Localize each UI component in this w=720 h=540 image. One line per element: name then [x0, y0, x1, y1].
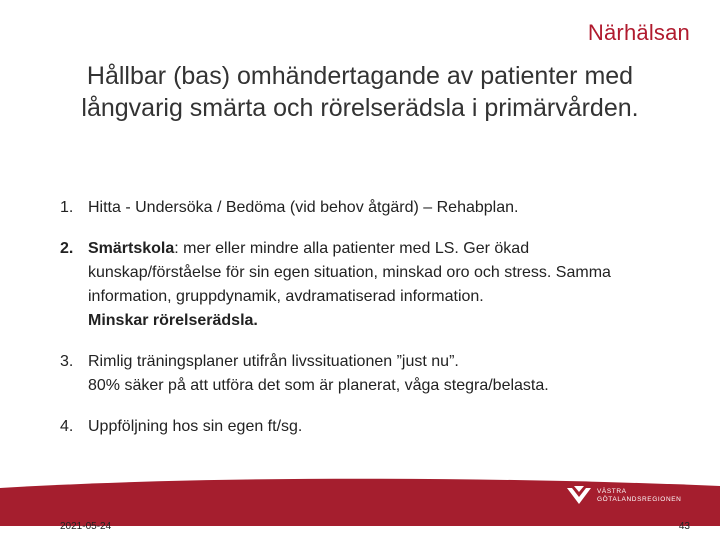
list-item-line-2: 80% säker på att utföra det som är planerat, våga stegra/belasta.: [88, 377, 549, 394]
list-item-line-1: Rimlig träningsplaner utifrån livssituationen ”just nu”.: [88, 353, 459, 370]
vgr-logo-line-1: VÄSTRA: [597, 488, 627, 495]
vgr-emblem-icon: [565, 485, 593, 507]
slide-title: [0, 60, 720, 124]
list-item-number: 2.: [60, 240, 74, 257]
list-item: [60, 237, 660, 333]
list-item-body: [88, 350, 660, 398]
vgr-logo: [565, 485, 681, 507]
list-item-text: Hitta - Undersöka / Bedöma (vid behov åtgärd) – Rehabplan.: [88, 199, 519, 216]
vgr-logo-line-2: GÖTALANDSREGIONEN: [597, 496, 682, 503]
vgr-logo-text: [597, 488, 681, 504]
list-item-number: 3.: [60, 353, 74, 370]
list-item-number: 4.: [60, 418, 74, 435]
slide-title-line-2: långvarig smärta och rörelserädsla i primärvården.: [81, 94, 639, 122]
numbered-list: [60, 196, 660, 456]
list-item-text: : mer eller mindre alla patienter med LS. Ger ökad kunskap/förståelse för sin egen situation, minskad oro och stress. Samma information, gruppdynamik, avdramatiserad information.: [88, 240, 611, 305]
list-item-number: 1.: [60, 199, 74, 216]
list-item-body: [88, 237, 660, 333]
brand-logo: Närhälsan: [587, 20, 690, 45]
slide-title-line-1: Hållbar (bas) omhändertagande av patienter med: [86, 62, 634, 90]
footer-date: 2021-05-24: [60, 521, 112, 532]
list-item: [60, 350, 660, 398]
list-item-bold-lead: Smärtskola: [88, 240, 175, 257]
list-item: [60, 196, 660, 220]
page-number: 43: [678, 521, 690, 532]
list-item: [60, 415, 660, 439]
list-item-text: Uppföljning hos sin egen ft/sg.: [88, 418, 303, 435]
list-item-bold-tail: Minskar rörelserädsla.: [88, 312, 258, 329]
